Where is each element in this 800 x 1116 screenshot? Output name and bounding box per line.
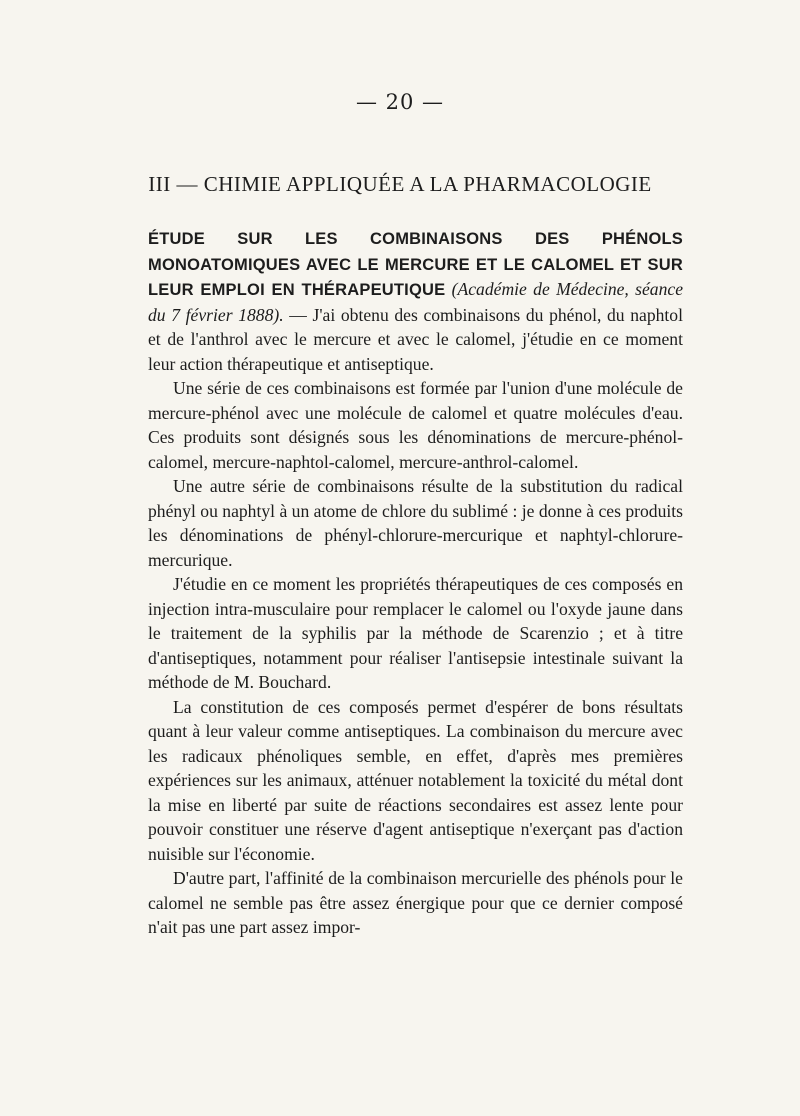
paragraph: Une série de ces combinaisons est formée par l'union d'une molécule de mercure-phénol avec une molécule de calomel et quatre molécules d'eau. Ces produits sont désignés sous les dénominations de mercure-phénol-calomel, mercure-naphtol-calomel, mercure-anthrol-calomel.	[148, 378, 683, 472]
article-intro-text: — J'ai obtenu des combinaisons du phénol, du naphtol et de l'anthrol avec le mercure et avec le calomel, j'étudie en ce moment leur action thérapeutique et antiseptique.	[148, 304, 683, 374]
paragraph: Une autre série de combinaisons résulte de la substitution du radical phényl ou naphtyl à un atome de chlore du sublimé : je donne à ces produits les dénominations de phényl-chlorure-mercurique et naphtyl-chlorure-mercurique.	[148, 476, 684, 570]
paragraph: J'étudie en ce moment les propriétés thérapeutiques de ces composés en injection intra-musculaire pour remplacer le calomel ou l'oxyde jaune dans le traitement de la syphilis par la méthode de Scarenzio ; et à titre d'antiseptiques, notamment pour réaliser l'antisepsie intestinale suivant la méthode de M. Bouchard.	[148, 574, 683, 692]
paragraph: D'autre part, l'affinité de la combinaison mercurielle des phénols pour le calomel ne semble pas être assez énergique pour que ce dernier composé n'ait pas une part assez impor-	[148, 868, 683, 937]
section-heading: III — CHIMIE APPLIQUÉE A LA PHARMACOLOGIE	[148, 172, 652, 196]
paragraph: La constitution de ces composés permet d'espérer de bons résultats quant à leur valeur comme antiseptiques. La combinaison du mercure avec les radicaux phénoliques semble, en effet, d'après mes premières expériences sur les animaux, atténuer notablement la toxicité du métal dont la mise en liberté par suite de réactions secondaires est assez lente pour pouvoir constituer une réserve d'agent antiseptique n'exerçant pas d'action nuisible sur l'économie.	[148, 696, 683, 864]
article-title: ÉTUDE SUR LES COMBINAISONS DES PHÉNOLS MONOATOMIQUES AVEC LE MERCURE ET LE CALOMEL ET SUR LEUR EMPLOI EN THÉRAPEUTIQUE	[148, 230, 683, 299]
article-body	[148, 226, 683, 940]
article-reference: (Académie de Médecine, séance du 7 février 1888).	[148, 279, 683, 325]
article-intro-paragraph	[148, 226, 683, 376]
page-number: — 20 —	[355, 90, 445, 114]
